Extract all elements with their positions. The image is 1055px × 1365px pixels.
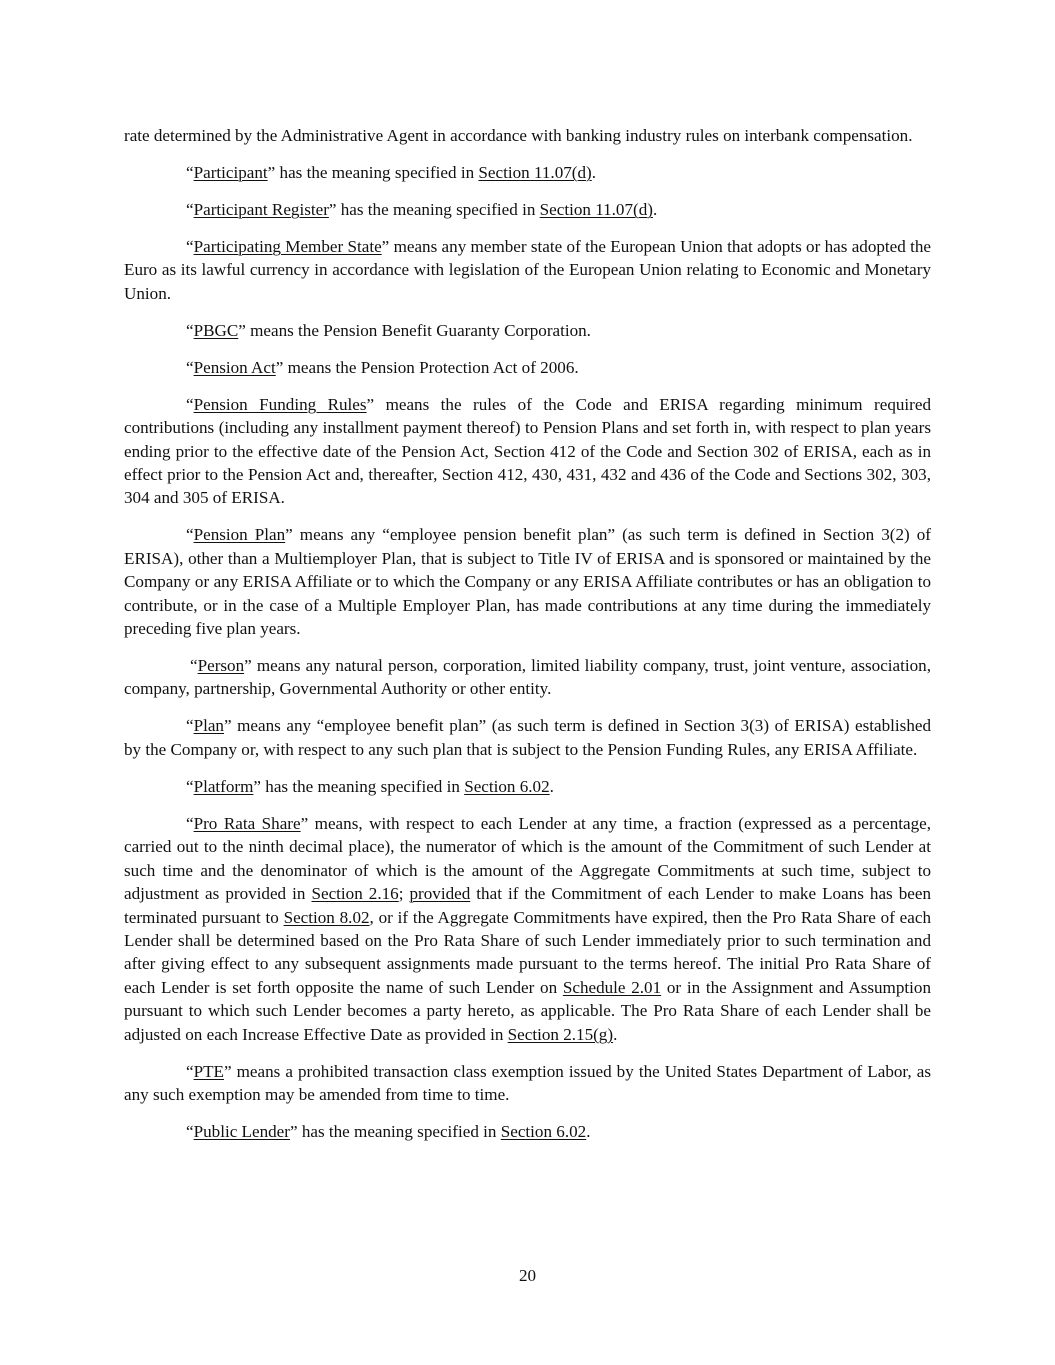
underlined-term: Public Lender [193,1121,290,1141]
underlined-term: Participating Member State [193,237,382,256]
paragraph-text: ” means any “employee pension benefit plan” (as such term is defined in Section 3(2) of ERISA), other than a Multiemployer Plan, that is subject to Title IV of ERISA and is sponsored or maintained by the Company or any ERISA Affiliate or to which the Company or any ERISA Affiliate contributes or has an obligation to contribute, or in the case of a Multiple Employer Plan, has made contributions at any time during the immediately preceding five plan years. [124,525,931,639]
paragraph-text: “ [186,357,194,377]
underlined-term: Person [197,656,245,676]
paragraph-text: “ [186,716,194,736]
paragraph-text: ” means any member state of the European Union that adopts or has adopted the Euro as its lawful currency in accordance with legislation of the European Union relating to Economic and Monetary Union. [124,237,932,303]
paragraph [124,393,931,510]
underlined-term: provided [409,884,471,904]
underlined-term: Plan [193,716,224,736]
paragraph-text: ” means the Pension Benefit Guaranty Corporation. [238,320,591,340]
paragraph-text: “ [190,656,198,676]
paragraph-text: ” means the Pension Protection Act of 2006. [275,357,579,377]
paragraph-text: “ [186,776,194,796]
paragraph-text: ; [398,884,410,904]
paragraph-text: . [591,163,597,182]
underlined-term: Pension Funding Rules [193,394,367,414]
paragraph-text: . [613,1024,618,1044]
underlined-term: PBGC [193,320,239,340]
underlined-term: Schedule 2.01 [562,977,662,997]
paragraph-text: ” means, with respect to each Lender at any time, a fraction (expressed as a percentage, carried out to the ninth decimal place), the numerator of which is the amount of the Commitment of such Lender at such time and the denominator of which is the amount of the Aggregate Commitments at such time, subject to adjustment as provided in [124,813,932,904]
paragraph [124,235,931,305]
paragraph-text: “ [186,163,194,182]
underlined-term: Participant [193,163,268,182]
paragraph-text: “ [186,320,194,340]
paragraph [124,1120,931,1143]
paragraph [124,812,931,1046]
paragraph-text: ” means any natural person, corporation, limited liability company, trust, joint venture, association, company, partnership, Governmental Authority or other entity. [124,656,931,699]
paragraph [124,161,931,184]
underlined-term: Section 11.07(d) [539,200,653,219]
underlined-term: Section 8.02 [283,907,370,927]
paragraph-text: “ [186,1061,194,1081]
paragraph-text: ” has the meaning specified in [253,776,465,796]
paragraph-text: ” has the meaning specified in [289,1121,501,1141]
underlined-term: Section 2.16 [311,884,399,904]
paragraph [124,356,931,379]
paragraph [124,1060,931,1107]
paragraph [124,198,931,221]
paragraph [124,523,931,640]
underlined-term: Section 6.02 [464,776,550,796]
paragraph-text: or in the Assignment and Assumption pursuant to which such Lender becomes a party hereto, as applicable. The Pro Rata Share of each Lender shall be adjusted on each Increase Effective Date as provided in [124,977,931,1044]
underlined-term: PTE [193,1061,224,1081]
paragraph-text: “ [186,525,194,545]
underlined-term: Section 11.07(d) [478,163,592,182]
paragraph-text: rate determined by the Administrative Agent in accordance with banking industry rules on interbank compensation. [124,126,913,145]
page-number: 20 [518,1266,537,1285]
paragraph [124,775,931,798]
underlined-term: Pension Act [193,357,276,377]
underlined-term: Section 6.02 [500,1121,587,1141]
paragraph-text: “ [186,237,194,256]
paragraph-text: . [586,1121,591,1141]
paragraph-text: ” means any “employee benefit plan” (as such term is defined in Section 3(3) of ERISA) established by the Company or, with respect to any such plan that is subject to the Pension Funding Rules, any ERISA Affiliate. [124,716,931,759]
paragraph [124,654,931,701]
paragraph-text: , or if the Aggregate Commitments have expired, then the Pro Rata Share of each Lender shall be determined based on the Pro Rata Share of such Lender immediately prior to such termination and after giving effect to any subsequent assignments made pursuant to the terms hereof. The initial Pro Rata Share of each Lender is set forth opposite the name of such Lender on [124,907,931,997]
paragraph [124,124,931,147]
document-body [124,124,931,1157]
paragraph [124,319,931,342]
paragraph-text: that if the Commitment of each Lender to make Loans has been terminated pursuant to [124,884,931,927]
underlined-term: Pension Plan [193,525,286,545]
paragraph-text: “ [186,813,194,833]
underlined-term: Participant Register [193,200,329,219]
paragraph-text: . [549,776,554,796]
paragraph-text: ” means the rules of the Code and ERISA regarding minimum required contributions (including any installment payment thereof) to Pension Plans and set forth in, with respect to plan years ending prior to the effective date of the Pension Act, Section 412 of the Code and Section 302 of ERISA, each as in effect prior to the Pension Act and, thereafter, Section 412, 430, 431, 432 and 436 of the Code and Sections 302, 303, 304 and 305 of ERISA. [124,394,931,508]
underlined-term: Platform [193,776,254,796]
paragraph-text: ” has the meaning specified in [267,163,479,182]
paragraph [124,714,931,761]
paragraph-text: . [652,200,658,219]
underlined-term: Pro Rata Share [193,813,301,833]
paragraph-text: “ [186,1121,194,1141]
paragraph-text: “ [186,394,194,414]
paragraph-text: ” means a prohibited transaction class exemption issued by the United States Department of Labor, as any such exemption may be amended from time to time. [124,1061,931,1104]
underlined-term: Section 2.15(g) [507,1024,614,1044]
paragraph-text: “ [186,200,194,219]
paragraph-text: ” has the meaning specified in [328,200,540,219]
